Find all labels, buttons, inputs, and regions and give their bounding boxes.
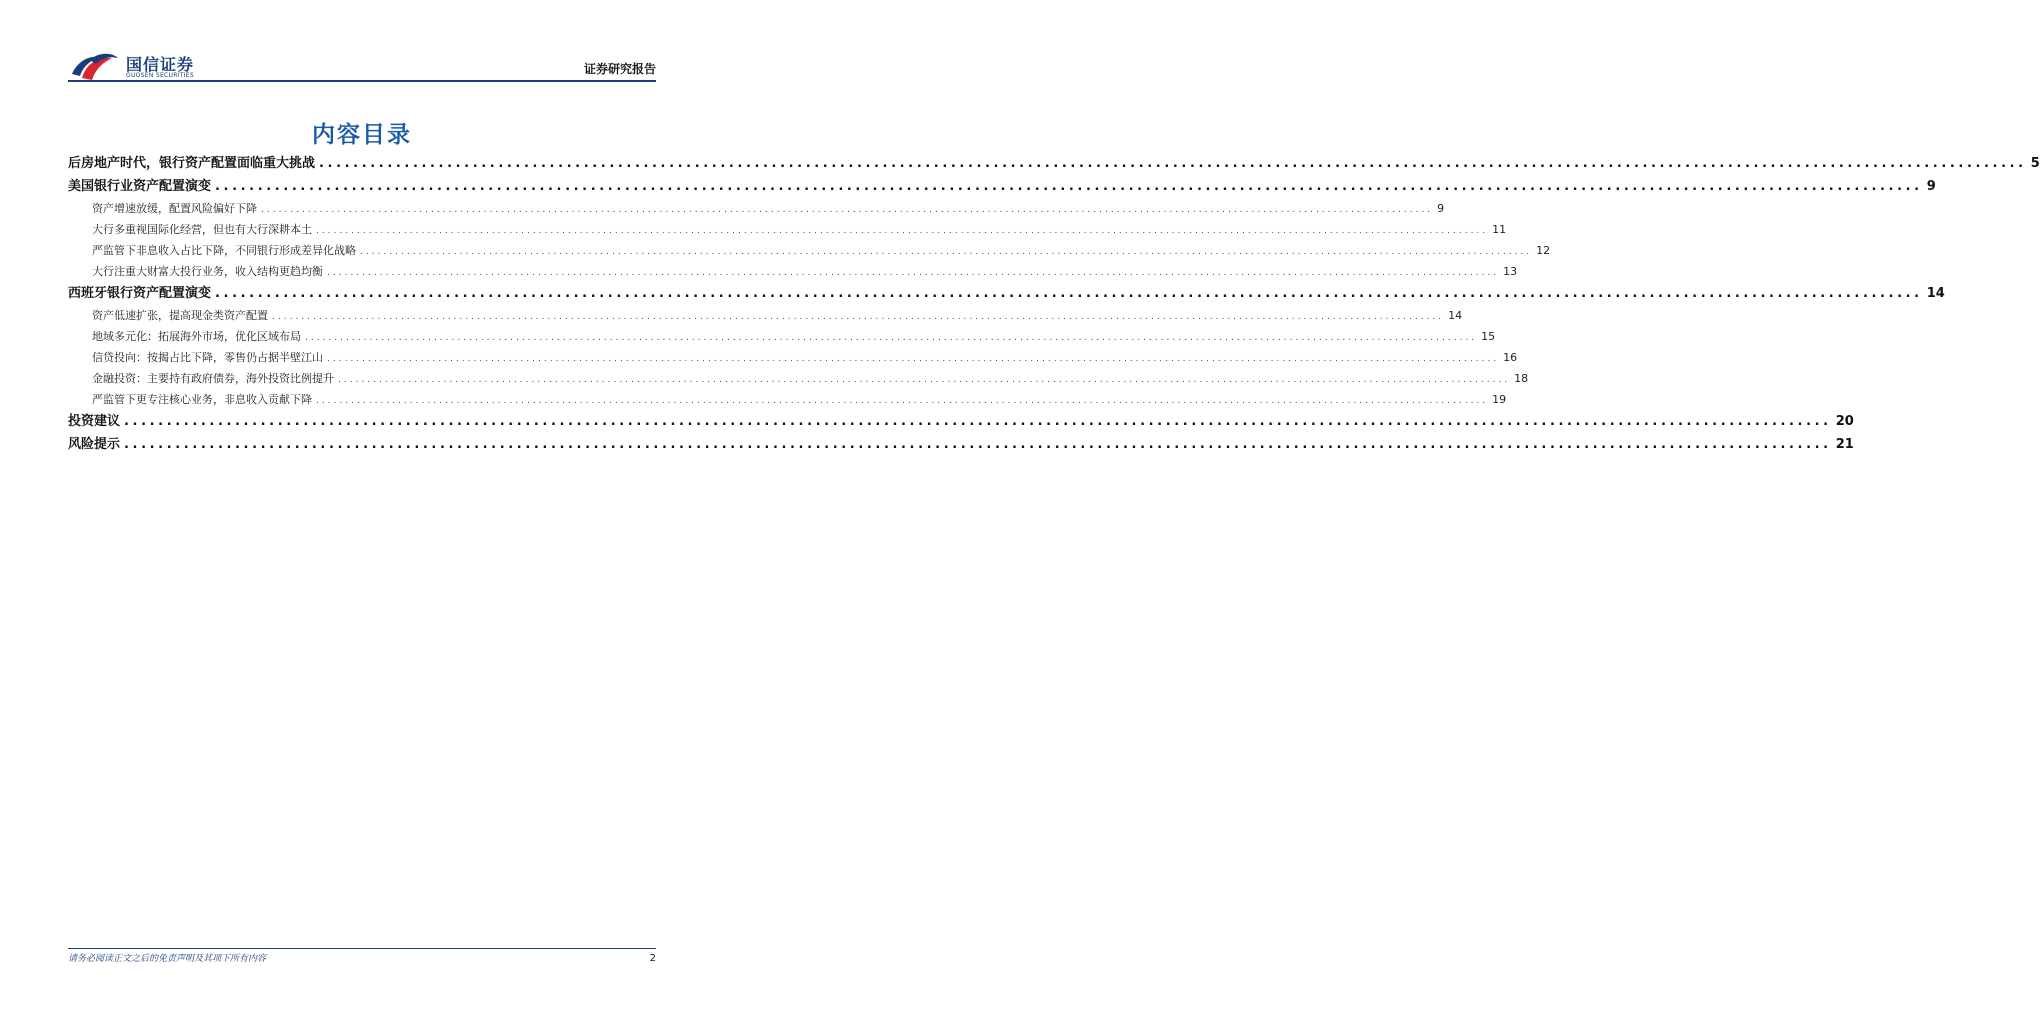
toc-dot-leader: ........................................................................................................................................................................................................ — [327, 354, 1500, 364]
toc-entry-title: 投资建议 — [68, 414, 121, 429]
logo-english-name: GUOSEN SECURITIES — [126, 72, 195, 79]
toc-entry-subsection[interactable] — [68, 326, 1496, 347]
toc-entry-subsection[interactable] — [68, 389, 1507, 410]
toc-dot-leader: ........................................................................................................................................................................................................ — [124, 414, 1832, 429]
toc-dot-leader: ........................................................................................................................................................................................................ — [360, 247, 1533, 257]
toc-entry-title: 信贷投向：按揭占比下降，零售仍占据半壁江山 — [92, 351, 323, 364]
toc-entry-title: 大行多重视国际化经营，但也有大行深耕本土 — [92, 223, 312, 236]
toc-entry-subsection[interactable] — [68, 368, 1529, 389]
guosen-logo-icon — [68, 48, 122, 84]
toc-entry-section[interactable] — [68, 433, 1854, 456]
toc-dot-leader: ........................................................................................................................................................................................................ — [215, 179, 1923, 194]
toc-dot-leader: ........................................................................................................................................................................................................ — [305, 333, 1478, 343]
toc-entry-page: 9 — [1437, 202, 1445, 215]
page-header — [0, 0, 724, 90]
toc-entry-page: 21 — [1835, 437, 1854, 452]
toc-entry-page: 16 — [1503, 351, 1518, 364]
footer-divider — [68, 948, 656, 949]
toc-dot-leader: ........................................................................................................................................................................................................ — [316, 226, 1489, 236]
toc-dot-leader: ........................................................................................................................................................................................................ — [272, 312, 1445, 322]
toc-entry-subsection[interactable] — [68, 240, 1551, 261]
report-type-label: 证券研究报告 — [583, 62, 656, 76]
toc-dot-leader: ........................................................................................................................................................................................................ — [316, 396, 1489, 406]
toc-entry-page: 19 — [1492, 393, 1507, 406]
toc-entry-title: 资产增速放缓，配置风险偏好下降 — [92, 202, 257, 215]
toc-entry-title: 金融投资：主要持有政府债券，海外投资比例提升 — [92, 372, 334, 385]
header-divider — [68, 80, 656, 82]
toc-dot-leader: ........................................................................................................................................................................................................ — [338, 375, 1511, 385]
toc-entry-page: 18 — [1514, 372, 1529, 385]
toc-entry-title: 严监管下非息收入占比下降，不同银行形成差异化战略 — [92, 244, 356, 257]
toc-entry-subsection[interactable] — [68, 347, 1518, 368]
toc-entry-subsection[interactable] — [68, 198, 1445, 219]
toc-entry-subsection[interactable] — [68, 305, 1463, 326]
toc-entry-title: 地域多元化：拓展海外市场，优化区域布局 — [92, 330, 301, 343]
toc-entry-page: 11 — [1492, 223, 1507, 236]
toc-dot-leader: ........................................................................................................................................................................................................ — [261, 205, 1434, 215]
toc-entry-title: 后房地产时代，银行资产配置面临重大挑战 — [68, 156, 316, 171]
toc-entry-page: 5 — [2030, 156, 2040, 171]
toc-entry-section[interactable] — [68, 152, 2040, 175]
toc-entry-page: 14 — [1448, 309, 1463, 322]
toc-entry-title: 大行注重大财富大投行业务，收入结构更趋均衡 — [92, 265, 323, 278]
toc-dot-leader: ........................................................................................................................................................................................................ — [319, 156, 2027, 171]
toc-entry-subsection[interactable] — [68, 261, 1518, 282]
toc-title: 内容目录 — [312, 122, 412, 148]
toc-entry-section[interactable] — [68, 410, 1854, 433]
toc-dot-leader: ........................................................................................................................................................................................................ — [327, 268, 1500, 278]
toc-entry-page: 20 — [1835, 414, 1854, 429]
page-number: 2 — [649, 953, 656, 964]
toc-entry-title: 美国银行业资产配置演变 — [68, 179, 212, 194]
toc-entry-title: 资产低速扩张，提高现金类资产配置 — [92, 309, 268, 322]
toc-entry-page: 15 — [1481, 330, 1496, 343]
toc-entry-title: 严监管下更专注核心业务，非息收入贡献下降 — [92, 393, 312, 406]
toc-entry-section[interactable] — [68, 175, 1936, 198]
logo-chinese-name: 国信证券 — [126, 55, 195, 74]
toc-entry-page: 14 — [1926, 286, 1945, 301]
toc-entry-title: 风险提示 — [68, 437, 121, 452]
toc-entry-page: 12 — [1536, 244, 1551, 257]
toc-entry-subsection[interactable] — [68, 219, 1507, 240]
toc-entry-section[interactable] — [68, 282, 1945, 305]
toc-entry-page: 13 — [1503, 265, 1518, 278]
table-of-contents — [68, 152, 2040, 456]
toc-entry-title: 西班牙银行资产配置演变 — [68, 286, 212, 301]
toc-entry-page: 9 — [1926, 179, 1936, 194]
footer-disclaimer: 请务必阅读正文之后的免责声明及其项下所有内容 — [68, 954, 267, 964]
toc-dot-leader: ........................................................................................................................................................................................................ — [124, 437, 1832, 452]
toc-dot-leader: ........................................................................................................................................................................................................ — [215, 286, 1923, 301]
